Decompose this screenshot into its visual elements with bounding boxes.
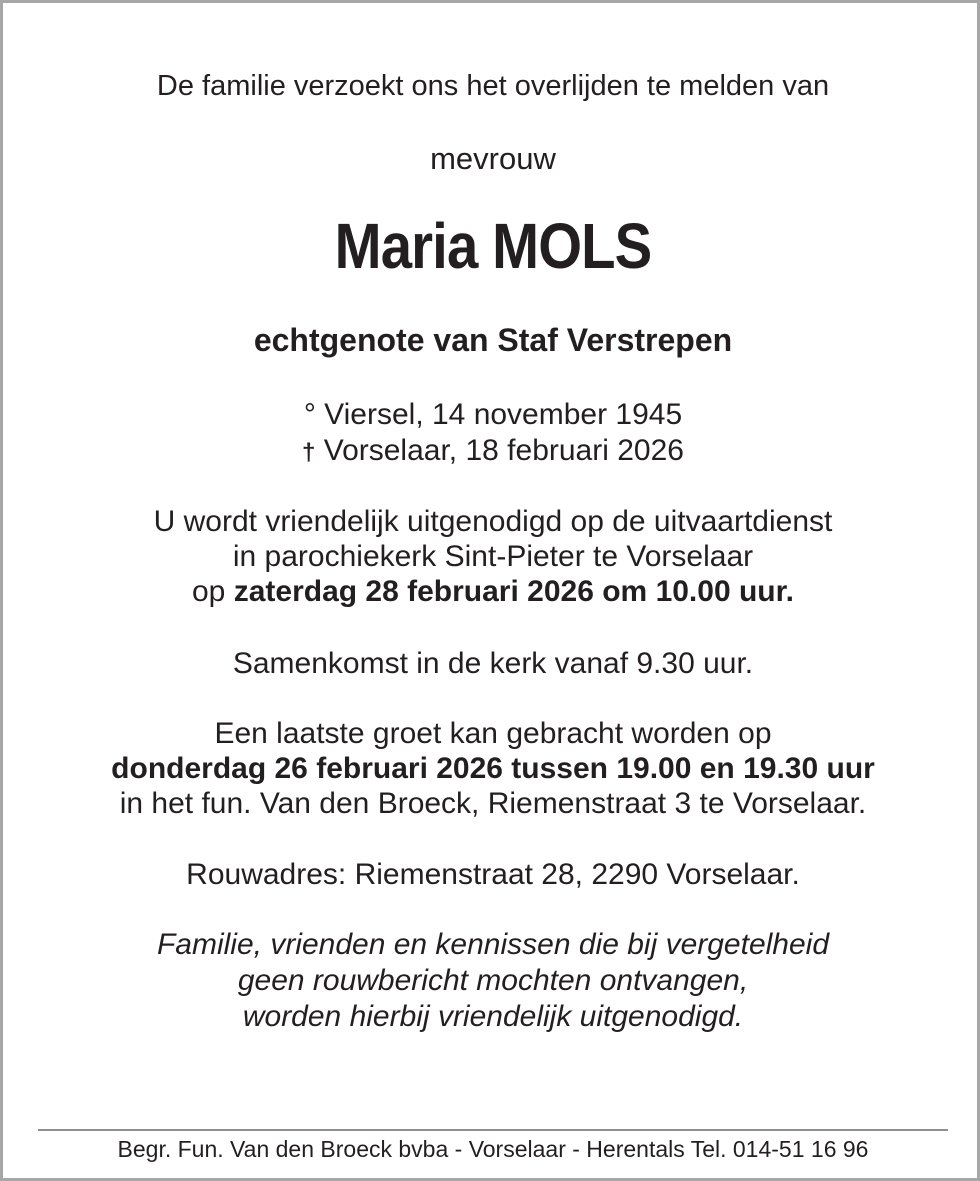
death-line xyxy=(3,433,980,471)
invitation-line-1: Familie, vrienden en kennissen die bij vergetelheid xyxy=(156,928,830,961)
honorific: mevrouw xyxy=(430,141,556,176)
funeral-paragraph xyxy=(3,504,980,609)
footer-divider xyxy=(38,1129,948,1131)
invitation-line-2: geen rouwbericht mochten ontvangen, xyxy=(237,964,749,997)
funeral-line-1: U wordt vriendelijk uitgenodigd op de uitvaartdienst xyxy=(153,505,833,538)
death-text: Vorselaar, 18 februari 2026 xyxy=(323,434,684,467)
cross-icon: † xyxy=(302,439,316,466)
deceased-name: Maria MOLS xyxy=(334,210,652,282)
farewell-date: donderdag 26 februari 2026 tussen 19.00 en 19.30 uur xyxy=(111,752,875,785)
funeral-date: zaterdag 28 februari 2026 om 10.00 uur. xyxy=(233,575,794,608)
gathering-line: Samenkomst in de kerk vanaf 9.30 uur. xyxy=(232,647,754,680)
invitation-line-3: worden hierbij vriendelijk uitgenodigd. xyxy=(242,1000,744,1033)
birth-symbol: ° xyxy=(303,398,316,431)
birth-text: Viersel, 14 november 1945 xyxy=(324,398,683,431)
funeral-line-2: in parochiekerk Sint-Pieter te Vorselaar xyxy=(232,540,754,573)
funeral-line-3 xyxy=(3,574,980,609)
intro-text: De familie verzoekt ons het overlijden te melden van xyxy=(156,70,830,102)
farewell-paragraph xyxy=(3,716,980,821)
spouse-line: echtgenote van Staf Verstrepen xyxy=(253,322,733,358)
invitation-paragraph xyxy=(3,927,980,1035)
farewell-line-1: Een laatste groet kan gebracht worden op xyxy=(214,717,772,750)
birth-line xyxy=(3,397,980,433)
funeral-date-prefix: op xyxy=(192,575,226,608)
farewell-line-3: in het fun. Van den Broeck, Riemenstraat 3 te Vorselaar. xyxy=(119,787,867,820)
mourning-address: Rouwadres: Riemenstraat 28, 2290 Vorselaar. xyxy=(186,858,800,891)
funeral-home-footer: Begr. Fun. Van den Broeck bvba - Vorselaar - Herentals Tel. 014-51 16 96 xyxy=(117,1136,869,1162)
